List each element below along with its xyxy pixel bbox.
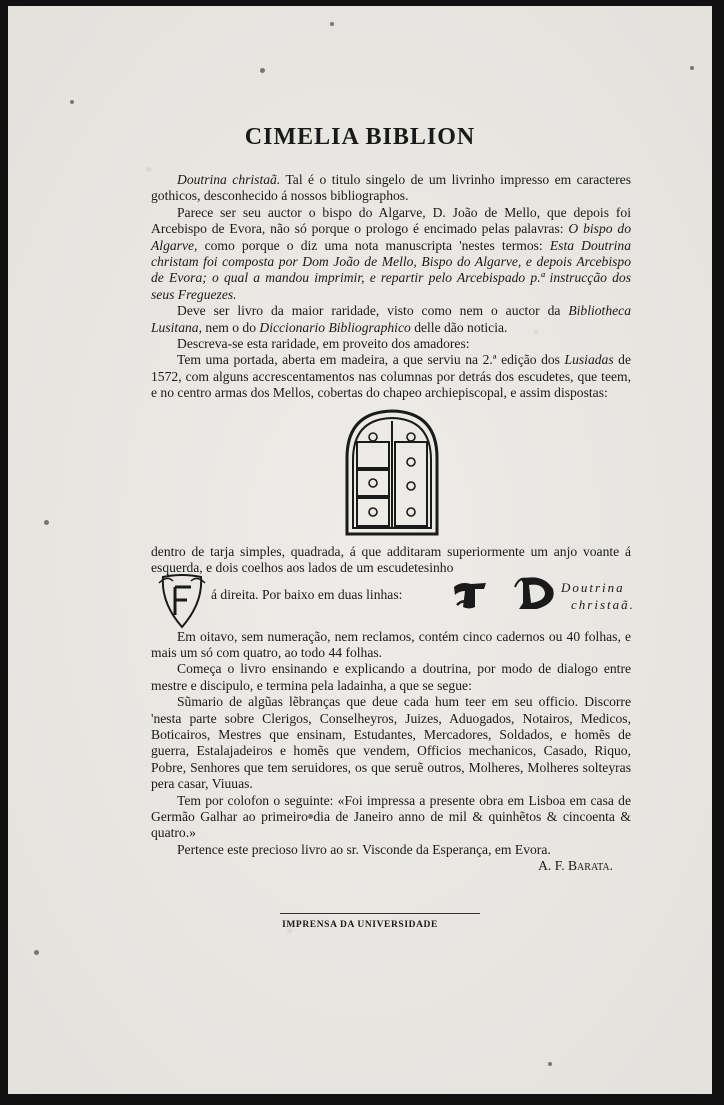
ink-spot <box>260 68 265 73</box>
book-title: Lusiadas <box>564 352 614 368</box>
paragraph: Descreva-se esta raridade, em proveito dos amadores: <box>177 336 470 352</box>
book-title: Diccionario Bibliographico <box>259 319 411 335</box>
christaa-word: christaã. <box>571 596 635 612</box>
shield-icon <box>343 408 441 536</box>
ornament-caption: á direita. Por baixo em duas linhas: <box>211 586 403 602</box>
doutrina-word: Doutrina <box>561 579 625 595</box>
coat-of-arms-figure <box>151 402 631 544</box>
author-signature: A. F. Barata. <box>538 858 613 874</box>
paragraph: Em oitavo, sem numeração, nem reclamos, contém cinco cadernos ou 40 folhas, e mais um só com quatro, ao todo 44 folhas. <box>151 628 631 660</box>
paragraph: Pertence este precioso livro ao sr. Visconde da Esperança, em Evora. <box>177 841 551 857</box>
text: nem o do <box>202 319 260 335</box>
text: Deve ser livro da maior raridade, visto como nem o auctor da <box>177 303 569 319</box>
divider <box>280 913 480 914</box>
paragraph: Tem por colofon o seguinte: «Foi impressa a presente obra em Lisboa em casa de Germão Galhar ao primeiro dia de Janeiro anno de mil & quinhẽtos & cincoenta & quatro.» <box>151 792 631 841</box>
paragraph <box>151 303 631 336</box>
paragraph: dentro de tarja simples, quadrada, á que additaram superiormente um anjo voante á esquerda, e dois coelhos aos lados de um escudetesinho <box>151 543 631 576</box>
decorated-initial-f-icon <box>157 573 207 631</box>
ornament-line <box>151 579 635 625</box>
gothic-initial-d-icon <box>513 573 559 613</box>
quote: O bispo do Algarve, <box>151 221 631 253</box>
text: Tal é o titulo singelo de um livrinho impresso em caracteres gothicos, desconhecido á nossos bibliographos. <box>151 172 631 204</box>
document-page <box>8 6 712 1094</box>
book-title: Doutrina christaã. <box>177 172 281 187</box>
page-title: CIMELIA BIBLION <box>244 124 476 150</box>
paragraph <box>151 172 631 205</box>
paragraph <box>151 352 631 401</box>
paragraph <box>151 205 631 303</box>
ink-spot <box>70 100 74 104</box>
imprint-footer: IMPRENSA DA UNIVERSIDADE <box>282 920 438 930</box>
paragraph: Começa o livro ensinando e explicando a doutrina, por modo de dialogo entre mestre e discipulo, e termina pela ladainha, a que se segue: <box>151 661 631 693</box>
text: como porque o diz uma nota manuscripta 'nestes termos: <box>197 237 550 253</box>
book-title: Bibliotheca Lusitana, <box>151 303 631 335</box>
ink-spot <box>548 1062 552 1066</box>
quote: Esta Doutrina christam foi composta por Dom João de Mello, Bispo do Algarve, e depois Arcebispo de Evora; o qual a mandou imprimir, e repartir pelo Arcebispado p.ª instrucção dos seus Freguezes. <box>151 237 631 302</box>
text: Parece ser seu auctor o bispo do Algarve, D. João de Mello, que depois foi Arcebispo de Evora, não só porque o prologo é encimado pelas palavras: <box>151 204 631 237</box>
text: Tem uma portada, aberta em madeira, a que serviu na 2.ª edição dos <box>177 352 565 368</box>
ink-spot <box>44 520 49 525</box>
doutrina-caption <box>561 579 635 613</box>
text: de 1572, com alguns accrescentamentos nas columnas por detrás dos escudetes, que teem, e no centro armas dos Mellos, cobertas do chapeo archiepiscopal, e assim dispostas: <box>151 352 631 401</box>
article-body <box>151 172 635 875</box>
paragraph: Sũmario de algũas lẽbranças que deue cada hum teer em seu officio. Discorre 'nesta parte sobre Clerigos, Conselheyros, Juizes, Aduogados, Notairos, Medicos, Boticairos, Mestres que ensinam, Estudantes, Mercadores, Soldados, e homẽs de guerra, Estalajadeiros e homẽs que vendem, Officios mechanicos, Casado, Riquo, Pobre, Senhores que tem seruidores, os que seruẽ outros, Molheres, Molheres solteyras pera casar, Viuuas. <box>151 694 631 792</box>
text: delle dão noticia. <box>410 319 508 335</box>
ink-spot <box>330 22 334 26</box>
ink-spot <box>34 950 39 955</box>
gothic-initial-t-icon <box>451 579 489 611</box>
ink-spot <box>690 66 694 70</box>
